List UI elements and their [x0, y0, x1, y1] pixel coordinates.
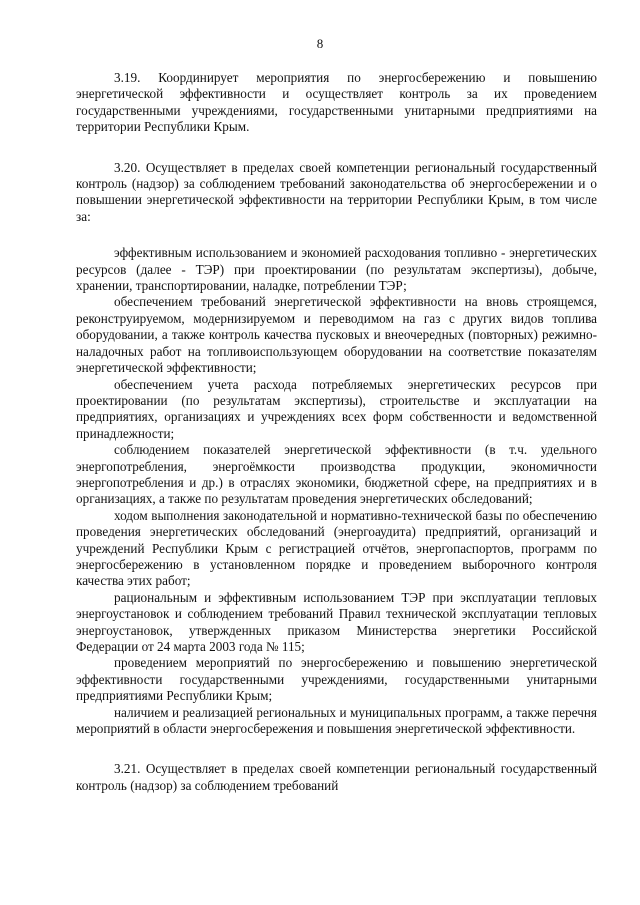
list-item: соблюдением показателей энергетической эффективности (в т.ч. удельного энергопотребления, энергоёмкости производства продукции, экономичности энергопотребления и др.) в отраслях экономики, бюджетной сфере, на предприятиях и в организациях, а также по результатам проведения энергетических обследований;	[76, 442, 597, 507]
list-item: ходом выполнения законодательной и нормативно-технической базы по обеспечению проведения энергетических обследований (энергоаудита) предприятий, организаций и учреждений Республики Крым с регистрацией отчётов, энергопаспортов, программ по энергосбережению в установленном порядке и проведением выборочного контроля качества этих работ;	[76, 507, 597, 589]
list-item: обеспечением требований энергетической эффективности на вновь строящемся, реконструируемом, модернизируемом и переводимом на газ с других видов топлива оборудовании, а также контроль качества пусковых и внеочередных (повторных) режимно-наладочных работ на топливоиспользующем оборудовании на соответствие показателям энергетической эффективности;	[76, 294, 597, 376]
document-body	[76, 70, 597, 794]
list-item: наличием и реализацией региональных и муниципальных программ, а также перечня мероприятий в области энергосбережения и повышения энергетической эффективности.	[76, 704, 597, 737]
list-item: эффективным использованием и экономией расходования топливно - энергетических ресурсов (далее - ТЭР) при проектировании (по результатам экспертизы), добыче, хранении, транспортировании, наладке, потреблении ТЭР;	[76, 245, 597, 294]
list-item: проведением мероприятий по энергосбережению и повышению энергетической эффективности государственными учреждениями, государственными унитарными предприятиями Республики Крым;	[76, 655, 597, 704]
list-item: обеспечением учета расхода потребляемых энергетических ресурсов при проектировании (по результатам экспертизы), строительстве и эксплуатации на предприятиях, организациях и учреждениях всех форм собственности и ведомственной принадлежности;	[76, 376, 597, 441]
paragraph-3-19: 3.19. Координирует мероприятия по энергосбережению и повышению энергетической эффективности и осуществляет контроль за их проведением государственными учреждениями, государственными унитарными предприятиями на территории Республики Крым.	[76, 70, 597, 135]
paragraph-3-20: 3.20. Осуществляет в пределах своей компетенции региональный государственный контроль (надзор) за соблюдением требований законодательства об энергосбережении и о повышении энергетической эффективности на территории Республики Крым, в том числе за:	[76, 159, 597, 224]
paragraph-3-21: 3.21. Осуществляет в пределах своей компетенции региональный государственный контроль (надзор) за соблюдением требований	[76, 761, 597, 793]
page-number: 8	[316, 36, 324, 51]
list-item: рациональным и эффективным использованием ТЭР при эксплуатации тепловых энергоустановок и соблюдением требований Правил технической эксплуатации тепловых энергоустановок, утвержденных приказом Министерства энергетики Российской Федерации от 24 марта 2003 года № 115;	[76, 589, 597, 654]
